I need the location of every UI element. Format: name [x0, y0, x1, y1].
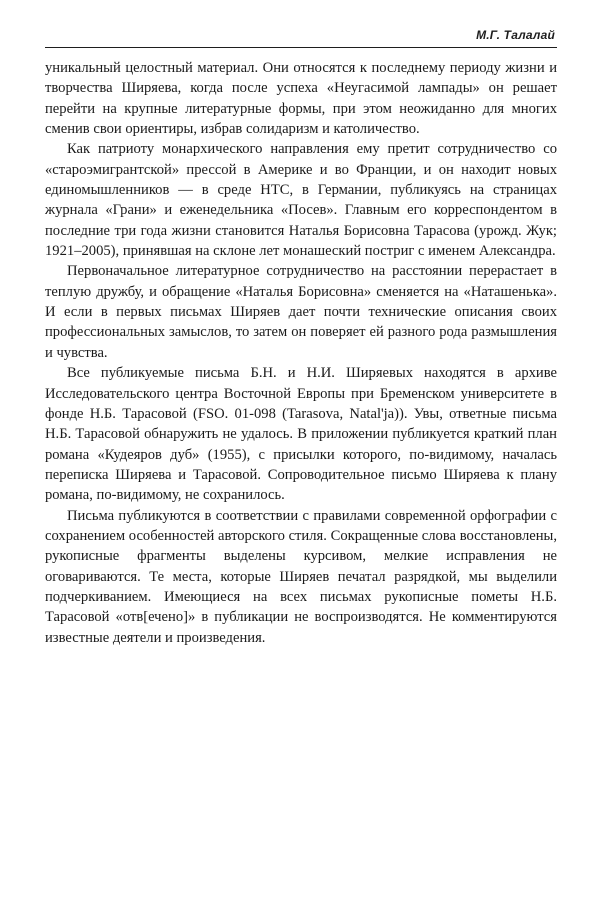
header-rule — [45, 47, 557, 48]
body-text — [45, 58, 557, 648]
paragraph-monarchist-patriot: Как патриоту монархического направления ему претит сотрудничество со «староэмигрантской» прессой в Америке и во Франции, и он находит новых единомышленников — в среде НТС, в Германии, публикуясь на страницах журнала «Грани» и еженедельника «Посев». Главным его корреспондентом в последние три года жизни становится Наталья Борисовна Тарасова (урожд. Жук; 1921–2005), принявшая на склоне лет монашеский постриг с именем Александра. — [45, 141, 557, 260]
paragraph-archive-source: Все публикуемые письма Б.Н. и Н.И. Ширяевых находятся в архиве Исследовательского центра Восточной Европы при Бременском университете в фонде Н.Б. Тарасовой (FSO. 01-098 (Tarasova, Natal'ja)). Увы, ответные письма Н.Б. Тарасовой обнаружить не удалось. В приложении публикуется краткий план романа «Кудеяров дуб» (1955), с присылки которого, по-видимому, началась переписка Ширяева и Тарасовой. Сопроводительное письмо Ширяева к плану романа, по-видимому, не сохранилось. — [45, 365, 557, 504]
paragraph-editorial-principles: Письма публикуются в соответствии с правилами современной орфографии с сохранением особенностей авторского стиля. Сокращенные слова восстановлены, рукописные фрагменты выделены курсивом, мелкие исправления не оговариваются. Те места, которые Ширяев печатал разрядкой, мы выделили подчеркиванием. Имеющиеся на всех письмах рукописные пометы Н.Б. Тарасовой «отв[ечено]» в публикации не воспроизводятся. Не комментируются известные деятели и произведения. — [45, 507, 557, 646]
running-head-author: М.Г. Талалай — [476, 28, 555, 42]
paragraph-literary-friendship: Первоначальное литературное сотрудничество на расстоянии перерастает в теплую дружбу, и обращение «Наталья Борисовна» сменяется на «Наташенька». И если в первых письмах Ширяев дает почти технические описания своих профессиональных замыслов, то затем он поверяет ей разного рода размышления и чувства. — [45, 263, 557, 361]
paragraph-continuation: уникальный целостный материал. Они относятся к последнему периоду жизни и творчества Ширяева, когда после успеха «Неугасимой лампады» он решает перейти на крупные литературные формы, при этом неожиданно для многих сменив свои ориентиры, избрав солидаризм и католичество. — [45, 60, 557, 138]
